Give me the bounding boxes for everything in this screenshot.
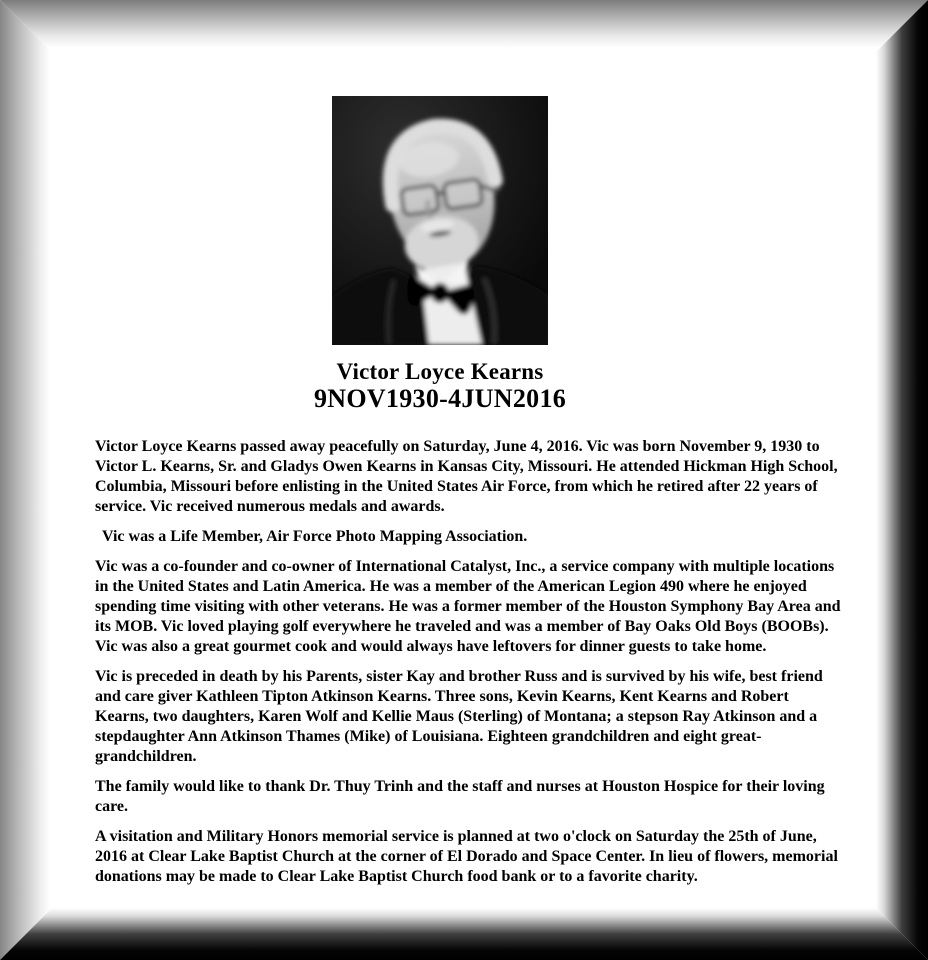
obituary-paragraph: Vic is preceded in death by his Parents, sister Kay and brother Russ and is survived by his wife, best friend and care giver Kathleen Tipton Atkinson Kearns. Three sons, Kevin Kearns, Kent Kearns and Robert Kearns, two daughters, Karen Wolf and Kellie Maus (Sterling) of Montana; a stepson Ray Atkinson and a stepdaughter Ann Atkinson Thames (Mike) of Louisiana. Eighteen grandchildren and eight great-grandchildren. bbox=[95, 668, 823, 765]
obituary-paragraph: The family would like to thank Dr. Thuy Trinh and the staff and nurses at Houston Hospice for their loving care. bbox=[95, 778, 825, 815]
obituary-paragraph: Vic was a Life Member, Air Force Photo Mapping Association. bbox=[102, 528, 528, 545]
deceased-name: Victor Loyce Kearns bbox=[336, 359, 544, 384]
frame-bottom-bevel bbox=[0, 908, 928, 960]
obituary-paragraph: A visitation and Military Honors memorial service is planned at two o'clock on Saturday the 25th of June, 2016 at Clear Lake Baptist Church at the corner of El Dorado and Space Center. In lieu of flowers, memorial donations may be made to Clear Lake Baptist Church food bank or to a favorite charity. bbox=[95, 828, 838, 885]
obituary-header bbox=[95, 96, 785, 412]
portrait-photo bbox=[332, 96, 548, 345]
obituary-paragraph: Victor Loyce Kearns passed away peacefully on Saturday, June 4, 2016. Vic was born November 9, 1930 to Victor L. Kearns, Sr. and Gladys Owen Kearns in Kansas City, Missouri. He attended Hickman High School, Columbia, Missouri before enlisting in the United States Air Force, from which he retired after 22 years of service. Vic received numerous medals and awards. bbox=[95, 438, 838, 515]
obituary-content bbox=[95, 96, 845, 897]
frame-top-bevel bbox=[0, 0, 928, 52]
deceased-dates: 9NOV1930-4JUN2016 bbox=[313, 384, 567, 413]
frame-right-bevel bbox=[876, 0, 928, 960]
obituary-body bbox=[95, 437, 845, 887]
frame-left-bevel bbox=[0, 0, 52, 960]
obituary-paragraph: Vic was a co-founder and co-owner of International Catalyst, Inc., a service company with multiple locations in the United States and Latin America. He was a member of the American Legion 490 where he enjoyed spending time visiting with other veterans. He was a former member of the Houston Symphony Bay Area and its MOB. Vic loved playing golf everywhere he traveled and was a member of Bay Oaks Old Boys (BOOBs). Vic was also a great gourmet cook and would always have leftovers for dinner guests to take home. bbox=[95, 558, 841, 655]
